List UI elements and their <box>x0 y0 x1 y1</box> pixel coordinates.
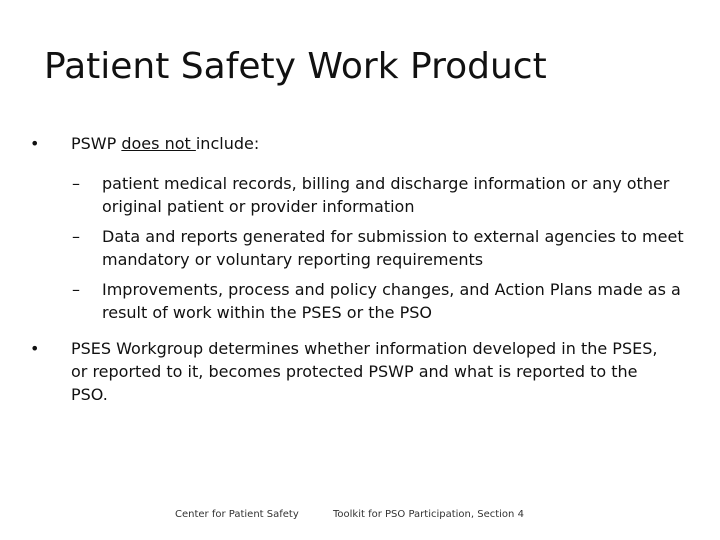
bullet-item <box>30 132 670 155</box>
bullet-text <box>71 132 670 155</box>
sub-bullet-marker: – <box>72 280 80 299</box>
bullet-text-suffix: include: <box>195 134 260 153</box>
sub-bullet-text: Improvements, process and policy changes, and Action Plans made as a result of work within the PSES or the PSO <box>102 280 681 322</box>
sub-bullet-item <box>72 278 692 324</box>
bullet-text-prefix: PSWP <box>71 134 122 153</box>
sub-bullet-marker: – <box>72 174 80 193</box>
footer-section: Toolkit for PSO Participation, Section 4 <box>333 509 524 520</box>
sub-bullet-text: Data and reports generated for submission to external agencies to meet mandatory or voluntary reporting requirements <box>102 227 684 269</box>
sub-bullet-text: patient medical records, billing and discharge information or any other original patient or provider information <box>102 174 670 216</box>
slide-title: Patient Safety Work Product <box>44 46 547 87</box>
bullet-marker: • <box>30 339 40 358</box>
footer-organization: Center for Patient Safety <box>175 509 299 520</box>
bullet-marker: • <box>30 134 40 153</box>
bullet-item <box>30 337 670 406</box>
sub-bullet-item <box>72 225 692 271</box>
sub-bullet-item <box>72 172 692 218</box>
sub-bullet-marker: – <box>72 227 80 246</box>
bullet-text: PSES Workgroup determines whether information developed in the PSES, or reported to it, becomes protected PSWP and what is reported to the PSO. <box>71 339 658 404</box>
bullet-text-emphasis: does not <box>121 134 196 153</box>
